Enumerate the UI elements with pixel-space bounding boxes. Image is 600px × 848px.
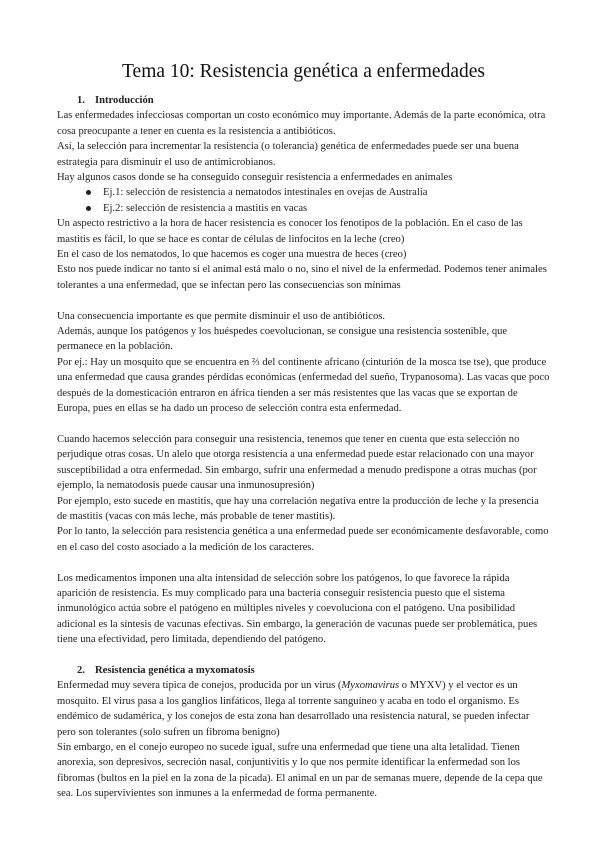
paragraph: Esto nos puede indicar no tanto si el animal está malo o no, sino el nivel de la enfermedad. Podemos tener animales tolerantes a una enfermedad, que se infectan pero las consecuencias son mínimas	[57, 264, 547, 291]
paragraph: Por lo tanto, la selección para resistencia genética a una enfermedad puede ser económicamente desfavorable, como en el caso del costo asociado a la medición de los caracteres.	[57, 526, 549, 553]
section-2-number: 2.	[77, 664, 85, 676]
section-1-heading	[77, 93, 550, 108]
text-run: Enfermedad muy severa típica de conejos, producida por un virus (	[57, 680, 342, 692]
paragraph: Hay algunos casos donde se ha conseguido conseguir resistencia a enfermedades en animales	[57, 172, 453, 184]
list-item: Ej.1: selección de resistencia a nematodos intestinales en ovejas de Australia	[84, 185, 550, 200]
section-2-title: Resistencia genética a myxomatosis	[95, 664, 255, 676]
paragraph-gap	[57, 555, 550, 570]
paragraph: Por ej.: Hay un mosquito que se encuentra en ⅔ del continente africano (cinturión de la mosca tse tse), que produce una enfermedad que causa grandes pérdidas económicas (enfermedad del sueño, Trypanosoma). Las vacas que poco después de la domesticación entraron en áfrica tienden a ser más resistentes que las vacas que se exportan de Europa, pues en ellas se ha dado un proceso de selección contra esta enfermedad.	[57, 356, 550, 415]
paragraph: Las enfermedades infecciosas comportan un costo económico muy importante. Además de la parte económica, otra cosa preocupante a tener en cuenta es la resistencia a antibióticos.	[57, 110, 546, 137]
section-1-title: Introducción	[95, 95, 154, 106]
example-list	[57, 185, 550, 216]
paragraph: En el caso de los nematodos, lo que hacemos es coger una muestra de heces (creo)	[57, 249, 407, 261]
paragraph	[57, 678, 550, 740]
paragraph: Así, la selección para incrementar la resistencia (o tolerancia) genética de enfermedades puede ser una buena estrategia para disminuir el uso de antimicrobianos.	[57, 141, 519, 168]
paragraph: Sin embargo, en el conejo europeo no sucede igual, sufre una enfermedad que tiene una alta letalidad. Tienen anorexia, son depresivos, secreción nasal, conjuntivitis y lo que nos permite identificar la enfermedad son los fibromas (bultos en la piel en la zona de la picada). El animal en un par de semanas muere, depende de la cepa que sea. Los supervivientes son inmunes a la enfermedad de forma permanente.	[57, 742, 543, 800]
paragraph-gap	[57, 648, 550, 663]
text-run: o MYXV) y el vector es un mosquito. El virus pasa a los ganglios linfáticos, llega al torrente sanguíneo y acaba en todo el organismo. Es endémico de sudamérica, y los conejos de esta zona han desarrollado una resistencia natural, se pueden infectar pero son tolerantes (solo sufren un fibroma benigno)	[57, 680, 530, 738]
paragraph: Un aspecto restrictivo a la hora de hacer resistencia es conocer los fenotipos de la población. En el caso de las mastitis es fácil, lo que se hace es contar de células de linfocitos en la leche (creo)	[57, 218, 523, 245]
paragraph: Además, aunque los patógenos y los huéspedes coevolucionan, se consigue una resistencia sostenible, que permanece en la población.	[57, 326, 508, 353]
virus-name: Myxomavirus	[341, 680, 400, 692]
paragraph: Cuando hacemos selección para conseguir una resistencia, tenemos que tener en cuenta que esta selección no perjudique otras cosas. Un alelo que otorga resistencia a una enfermedad puede estar relacionado con una mayor susceptibilidad a otra enfermedad. Sin embargo, sufrir una enfermedad a menudo predispone a otras muchas (por ejemplo, la nematodosis puede causar una inmunosupresión)	[57, 433, 537, 492]
paragraph-gap	[57, 293, 550, 308]
page-title: Tema 10: Resistencia genética a enfermedades	[121, 61, 485, 82]
paragraph: Por ejemplo, esto sucede en mastitis, que hay una correlación negativa entre la producción de leche y la presencia de mastitis (vacas con más leche, más probable de tener mastitis).	[57, 495, 539, 522]
section-2-heading	[77, 663, 550, 678]
section-1-number: 1.	[77, 95, 85, 106]
list-item: Ej.2: selección de resistencia a mastitis en vacas	[84, 201, 550, 216]
paragraph: Los medicamentos imponen una alta intensidad de selección sobre los patógenos, lo que favorece la rápida aparición de resistencia. Es muy complicado para una bacteria conseguir resistencia puesto que el sistema inmunológico actúa sobre el patógeno en múltiples niveles y coevoluciona con el patógeno. Una posibilidad adicional es la síntesis de vacunas efectivas. Sin embargo, la generación de vacunas puede ser problemática, pues tiene una efectividad, pero limitada, dependiendo del patógeno.	[57, 572, 538, 646]
paragraph: Una consecuencia importante es que permite disminuir el uso de antibióticos.	[57, 310, 386, 322]
paragraph-gap	[57, 417, 550, 432]
